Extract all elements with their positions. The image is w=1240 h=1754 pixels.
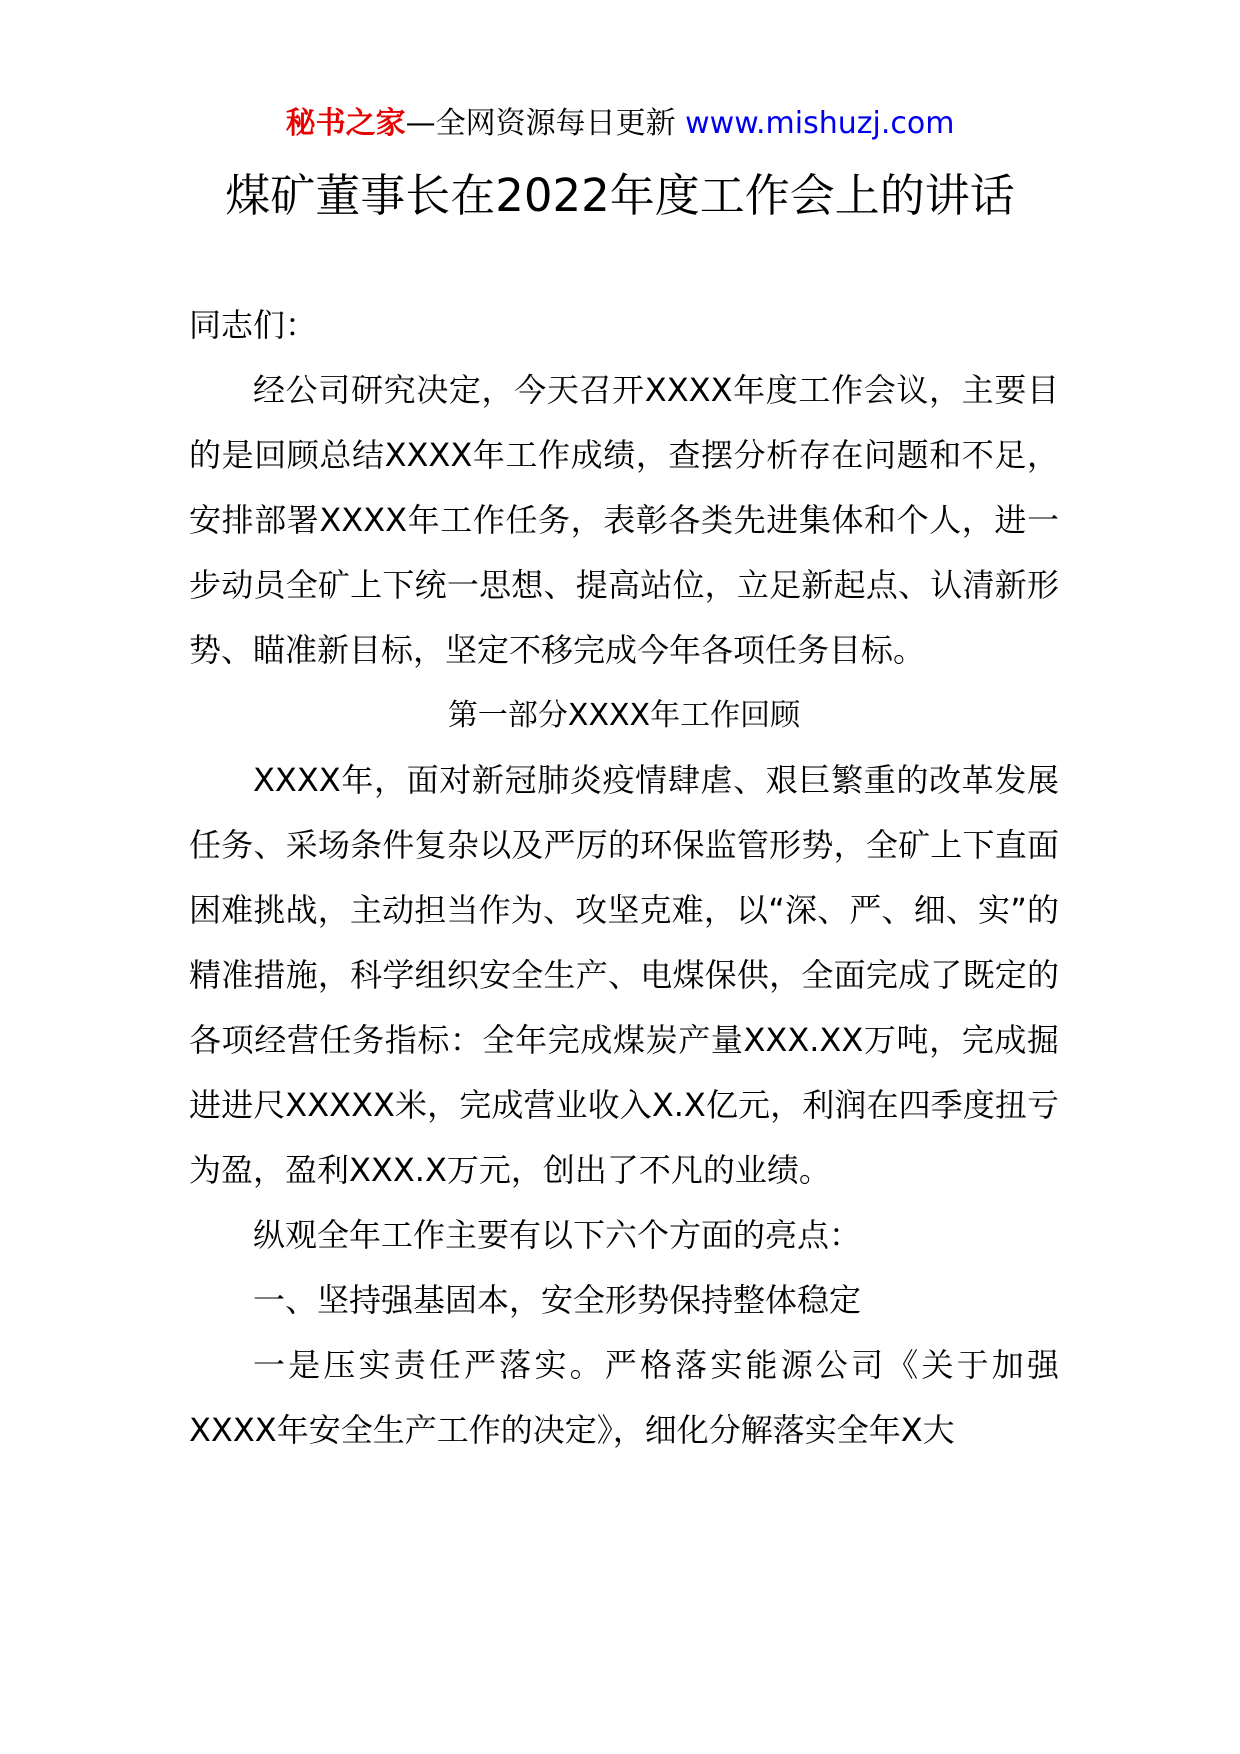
paragraph-point-one: 一是压实责任严落实。严格落实能源公司《关于加强XXXX年安全生产工作的决定》，细化分解落实全年X大 xyxy=(189,1346,1059,1449)
site-banner xyxy=(0,104,1240,144)
paragraph-intro: 经公司研究决定，今天召开XXXX年度工作会议，主要目的是回顾总结XXXX年工作成绩，查摆分析存在问题和不足，安排部署XXXX年工作任务，表彰各类先进集体和个人，进一步动员全矿上下统一思想、提高站位，立足新起点、认清新形势、瞄准新目标，坚定不移完成今年各项任务目标。 xyxy=(189,371,1059,669)
site-url-link[interactable]: www.mishuzj.com xyxy=(685,106,955,141)
document-body xyxy=(189,293,1059,1463)
site-tagline: —全网资源每日更新 xyxy=(405,106,676,141)
section-heading: 第一部分XXXX年工作回顾 xyxy=(447,698,801,733)
subsection-heading: 一、坚持强基固本，安全形势保持整体稳定 xyxy=(253,1281,862,1319)
site-brand: 秘书之家 xyxy=(285,106,406,141)
paragraph-highlights-intro: 纵观全年工作主要有以下六个方面的亮点： xyxy=(253,1216,862,1254)
document-title: 煤矿董事长在2022年度工作会上的讲话 xyxy=(225,169,1015,222)
paragraph-review: XXXX年，面对新冠肺炎疫情肆虐、艰巨繁重的改革发展任务、采场条件复杂以及严厉的环保监管形势，全矿上下直面困难挑战，主动担当作为、攻坚克难，以“深、严、细、实”的精准措施，科学组织安全生产、电煤保供，全面完成了既定的各项经营任务指标：全年完成煤炭产量XXX.XX万吨，完成掘进进尺XXXXX米，完成营业收入X.X亿元，利润在四季度扭亏为盈，盈利XXX.X万元，创出了不凡的业绩。 xyxy=(189,761,1059,1189)
salutation: 同志们： xyxy=(189,306,318,344)
